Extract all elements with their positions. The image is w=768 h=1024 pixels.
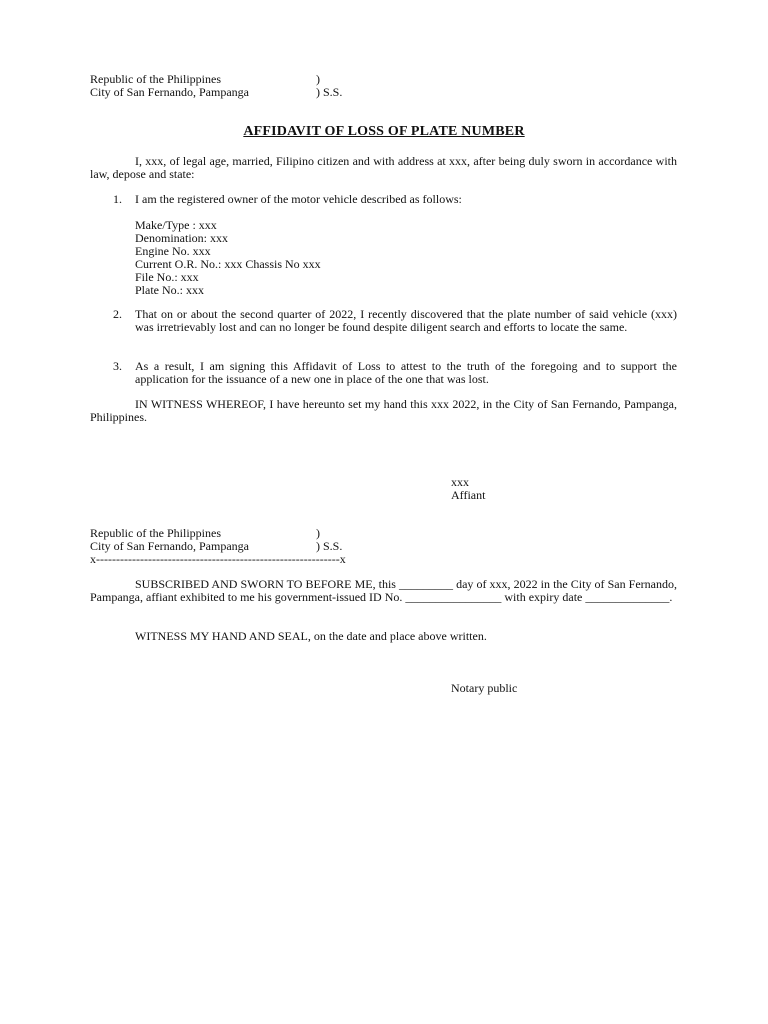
venue-header-bottom <box>90 527 390 553</box>
jurat-paragraph: SUBSCRIBED AND SWORN TO BEFORE ME, this _________ day of xxx, 2022 in the City of San Fernando, Pampanga, affiant exhibited to me his government-issued ID No. ________________ with expiry date ______________. <box>90 577 677 604</box>
witness-whereof-paragraph: IN WITNESS WHEREOF, I have hereunto set my hand this xxx 2022, in the City of San Fernando, Pampanga, Philippines. <box>90 397 677 424</box>
venue-paren: ) <box>316 72 320 86</box>
separator-line: x-------------------------------------------------------------x <box>90 552 346 566</box>
venue-country: Republic of the Philippines <box>90 72 221 86</box>
venue-city: City of San Fernando, Pampanga <box>90 539 249 553</box>
venue-ss: ) S.S. <box>316 85 343 99</box>
venue-ss: ) S.S. <box>316 539 343 553</box>
notary-public-label: Notary public <box>451 681 518 695</box>
list-number: 2. <box>113 307 122 321</box>
affiant-name: xxx <box>451 475 469 489</box>
list-text: As a result, I am signing this Affidavit of Loss to attest to the truth of the foregoing and to support the application for the issuance of a new one in place of the one that was lost. <box>135 359 677 386</box>
list-text: That on or about the second quarter of 2022, I recently discovered that the plate number of said vehicle (xxx) was irretrievably lost and can no longer be found despite diligent search and efforts to locate the same. <box>135 307 677 334</box>
list-number: 1. <box>113 192 122 206</box>
venue-header-top <box>90 73 390 99</box>
affiant-label: Affiant <box>451 488 486 502</box>
detail-plate-no: Plate No.: xxx <box>135 283 204 297</box>
venue-paren: ) <box>316 526 320 540</box>
detail-make-type: Make/Type : xxx <box>135 218 217 232</box>
witness-hand-paragraph: WITNESS MY HAND AND SEAL, on the date and place above written. <box>135 629 487 643</box>
detail-file-no: File No.: xxx <box>135 270 199 284</box>
venue-city: City of San Fernando, Pampanga <box>90 85 249 99</box>
detail-or-chassis-no: Current O.R. No.: xxx Chassis No xxx <box>135 257 321 271</box>
detail-denomination: Denomination: xxx <box>135 231 228 245</box>
document-title: AFFIDAVIT OF LOSS OF PLATE NUMBER <box>243 124 525 139</box>
list-item-3 <box>113 360 677 386</box>
list-text: I am the registered owner of the motor vehicle described as follows: <box>135 192 462 206</box>
vehicle-details <box>135 219 321 297</box>
list-item-1 <box>113 193 677 206</box>
intro-paragraph: I, xxx, of legal age, married, Filipino citizen and with address at xxx, after being duly sworn in accordance with law, depose and state: <box>90 154 677 181</box>
venue-country: Republic of the Philippines <box>90 526 221 540</box>
list-item-2 <box>113 308 677 334</box>
list-number: 3. <box>113 359 122 373</box>
detail-engine-no: Engine No. xxx <box>135 244 211 258</box>
